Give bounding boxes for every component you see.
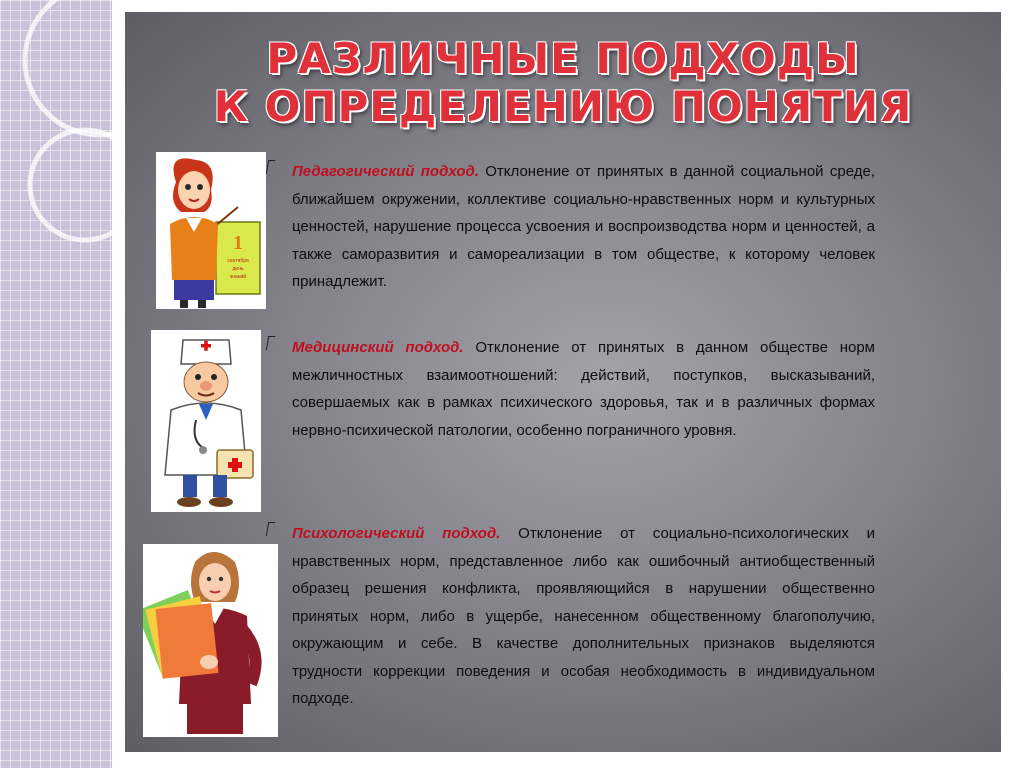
svg-text:день: день (232, 266, 244, 272)
svg-text:знаний: знаний (229, 274, 247, 280)
definition-pedagogical (292, 158, 875, 296)
definition-text: Отклонение от социально-психологических и нравственных норм, представленное либо как ошибочный антиобщественный образец решения конфликта, проявляющийся в нарушении общественно принятых норм, либо в ущербе, нанесенном общественному благополучию, окружающим и себе. В качестве дополнительных признаков выделяются трудности коррекции поведения и особая необходимость в индивидуальном подходе. (292, 525, 876, 707)
slide-title-line-1: РАЗЛИЧНЫЕ ПОДХОДЫ (266, 34, 860, 83)
doctor-illustration (151, 330, 261, 512)
decorative-arcs (0, 0, 140, 300)
businesswoman-illustration (143, 544, 278, 737)
svg-text:сентября: сентября (227, 258, 249, 264)
definition-lead: Педагогический подход. (292, 163, 479, 180)
definition-medical (292, 334, 875, 444)
teacher-illustration (156, 152, 266, 309)
book-number: 1 (233, 232, 243, 254)
definition-lead: Психологический подход. (292, 525, 501, 542)
definition-lead: Медицинский подход. (292, 339, 464, 356)
slide-title-line-2: К ОПРЕДЕЛЕНИЮ ПОНЯТИЯ (213, 82, 913, 131)
definition-text: Отклонение от принятых в данной социальной среде, ближайшем окружении, коллективе социально-нравственных норм и культурных ценностей, нарушение процесса усвоения и воспроизводства норм и ценностей, а также саморазвития и самореализации в том обществе, к которому человек принадлежит. (292, 163, 876, 290)
definition-text: Отклонение от принятых в данном обществе норм межличностных взаимоотношений: действий, поступков, высказываний, совершаемых как в рамках психического здоровья, так и в различных формах нервно-психической патологии, особенно пограничного уровня. (292, 339, 875, 439)
definition-psychological (292, 520, 875, 713)
